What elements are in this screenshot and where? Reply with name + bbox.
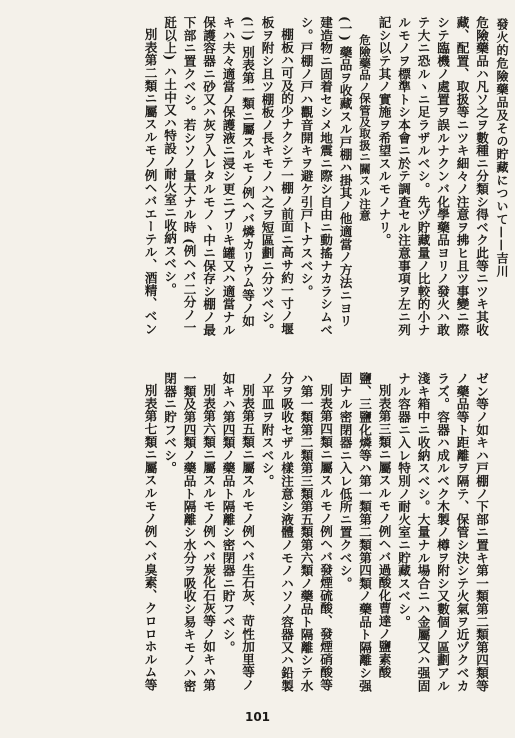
paragraph: 瓩以上) ハ土中又ハ特設ノ耐火室ニ收納スベシ。 — [162, 16, 177, 296]
paragraph: 棚板ハ可及的少ナクシテ一棚ノ前面ニ高サ約一寸ノ堰 — [279, 28, 294, 336]
paragraph: ラズ。容器ハ成ルベク木製ノ樽ヲ附シ又數個ノ區劃アル — [435, 372, 450, 692]
paragraph: 建造物ニ固着セシメ地震ニ際シ自由ニ動搖ナカラシムベ — [318, 16, 333, 336]
paragraph: 固ナル密閉器ニ入レ低所ニ置クベシ。 — [337, 372, 353, 590]
paragraph: 分ヲ吸收セザル樣注意シ液體ノモノハソノ容器又ハ鉛製 — [279, 372, 294, 692]
paragraph: シ。戸棚ノ戸ハ觀音開キヲ避ケ引戸トナスベシ。 — [298, 16, 314, 298]
paragraph: ノ平皿ヲ附スベシ。 — [259, 372, 275, 488]
lower-text-block — [25, 372, 491, 694]
paragraph: キハ夫々適當ノ保護液ニ浸シ更ニブリキ罐又ハ適當ナル — [220, 16, 236, 336]
paragraph: 板ヲ附シ且ツ棚板ノ長キモノハ之ヲ短區劃ニ分ツベシ。 — [259, 16, 275, 336]
paragraph: 一類及第四類ノ藥品ト隔離シ水分ヲ吸收シ易キモノハ密 — [181, 372, 197, 692]
paragraph: 藏、配置、取扱等ニツキ細々ノ注意ヲ拂ヒ且ツ事變ニ際 — [454, 16, 470, 336]
paragraph: 別表第四類ニ屬スルモノ例ヘバ發煙硫酸、發煙硝酸等 — [318, 384, 333, 692]
paragraph: 別表第五類ニ屬スルモノ例ヘバ生石灰、苛性加里等ノ — [240, 384, 255, 692]
paragraph: ゼン等ノ如キハ戸棚ノ下部ニ置キ第一類第二類第四類等 — [474, 372, 489, 692]
paragraph: 危險藥品ハ凡ソ之ヲ數種ニ分類シ得ベク此等ニツキ其收 — [474, 16, 489, 336]
paragraph: 如キハ第四類ノ藥品ト隔離シ密閉器ニ貯フベシ。 — [220, 372, 236, 654]
paragraph: 別表第二類ニ屬スルモノ例ヘバエーテル、酒精、ベン — [142, 28, 158, 336]
paragraph: (二) 別表第一類ニ屬スルモノ例ヘバ燐カリウム等ノ如 — [240, 16, 255, 328]
paragraph: 下部ニ置クベシ。若シソノ量大ナル時 (例ヘバ二分ノ一 — [181, 16, 197, 334]
page-number: 101 — [244, 710, 271, 724]
paragraph: テ大ニ恐ルヽニ足ラザルベシ。先ヅ貯藏量ノ比較的小ナ — [415, 16, 431, 336]
paragraph: シテ臨機ノ處置ヲ誤ルナクンバ化學藥品ヨリノ發火ハ敢 — [435, 16, 450, 336]
paragraph: 記シ以テ其ノ實施ヲ希望スルモノナリ。 — [376, 16, 392, 247]
paragraph: ノ藥品等ト距離ヲ隔テ、保管シ決シテ火氣ヲ近ヅクベカ — [454, 372, 470, 692]
paragraph: ナル容器ニ入レ特別ノ耐火室ニ貯藏スベシ。 — [396, 372, 411, 628]
paragraph: 鹽、三鹽化燐等ハ第一類第二類第四類ノ藥品ト隔離シ强 — [357, 372, 372, 692]
section-heading: 危險藥品ノ保管及取扱ニ關スル注意 — [358, 34, 372, 222]
paragraph: 別表第三類ニ屬スルモノ例ヘバ過酸化曹達ノ鹽素酸 — [376, 384, 392, 679]
paragraph: ルモノヲ標準トシ本會ニ於テ調査セル注意事項ヲ左ニ列 — [396, 16, 411, 336]
running-header: 發火的危險藥品及その貯藏について——吉川 — [495, 18, 509, 278]
paragraph: 別表第六類ニ屬スルモノ例ヘバ炭化石灰等ノ如キハ第 — [201, 384, 216, 692]
paragraph: 淺キ箱中ニ收納スベシ。大量ナル場合ニハ金屬又ハ强固 — [415, 372, 431, 692]
paragraph: 閉器ニ貯フベシ。 — [162, 372, 177, 475]
paragraph: ハ第一類第二類第三類第五類第六類ノ藥品ト隔離シテ水 — [298, 372, 314, 692]
paragraph: 別表第七類ニ屬スルモノ例ヘバ臭素、クロロホルム等 — [142, 384, 158, 692]
paragraph: 保護容器ニ砂又ハ灰ヲ入レタルモノヽ中ニ保存シ棚ノ最 — [201, 16, 216, 336]
upper-text-block — [25, 16, 491, 338]
paragraph: (一) 藥品ヲ收藏スル戸棚ハ掛其ノ他適當ノ方法ニヨリ — [337, 16, 353, 328]
